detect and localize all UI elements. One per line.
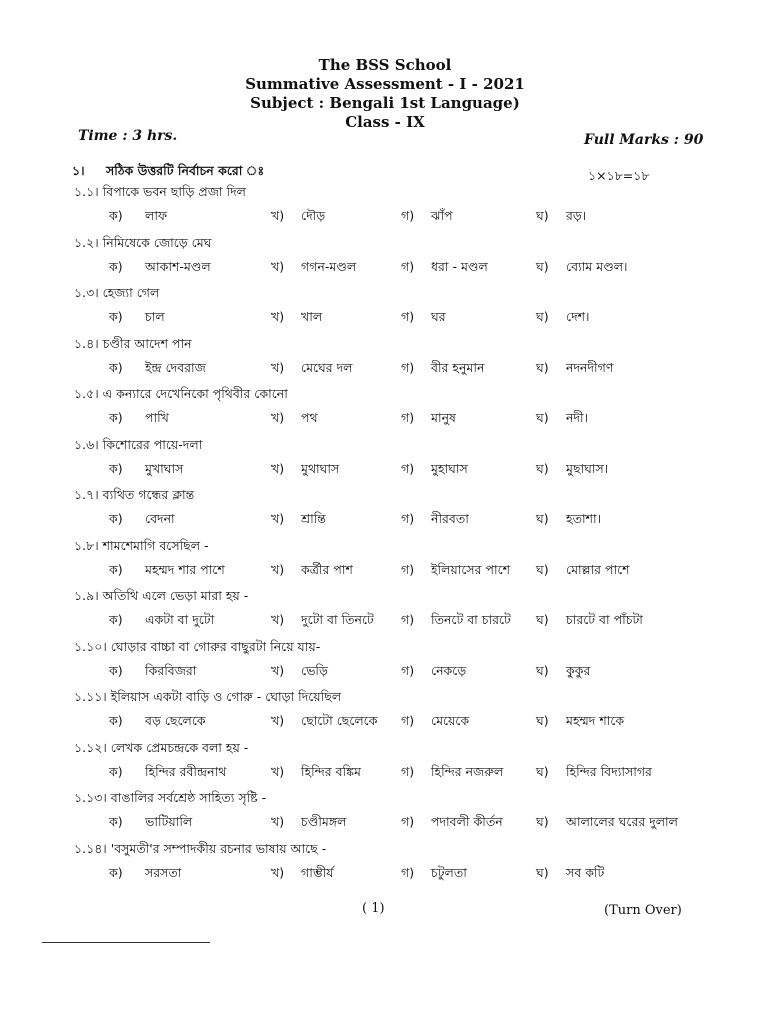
- option-label: ঘ): [536, 662, 549, 678]
- option-label: গ): [401, 864, 415, 880]
- question-text: 'বসুমতী'র সম্পাদকীয় রচনার ভাষায় আছে -: [110, 840, 327, 856]
- option-label: খ): [271, 258, 285, 274]
- option-text: আকাশ-মণ্ডল: [145, 258, 211, 274]
- option-4: [536, 612, 643, 632]
- option-text: কর্ত্রীর পাশ: [301, 561, 353, 577]
- option-text: চারটে বা পাঁচটা: [566, 612, 643, 627]
- option-text: রড়।: [566, 208, 587, 223]
- option-text: লাফ: [145, 208, 168, 223]
- option-3: [401, 764, 503, 784]
- option-text: মুথাঘাস: [301, 460, 340, 476]
- option-text: নেকড়ে: [431, 662, 467, 678]
- option-label: ক): [109, 612, 123, 627]
- option-2: [271, 562, 353, 582]
- question-number: ১.১২।: [74, 739, 107, 755]
- options-row: [0, 360, 770, 382]
- question-10: [74, 639, 320, 659]
- subject-line: Subject : Bengali 1st Language): [250, 94, 520, 112]
- option-4: [536, 663, 590, 683]
- section-score: ১×১৮=১৮: [588, 168, 650, 183]
- option-1: [109, 208, 167, 228]
- option-label: ঘ): [536, 511, 549, 526]
- school-name: The BSS School: [318, 56, 452, 74]
- option-1: [109, 259, 211, 279]
- option-label: ক): [109, 258, 123, 274]
- option-text: চণ্ডীমঙ্গল: [301, 814, 347, 829]
- option-text: বেদনা: [145, 511, 175, 526]
- option-1: [109, 360, 206, 380]
- option-text: মেয়েকে: [431, 713, 470, 728]
- option-label: ক): [109, 511, 123, 526]
- question-number: ১.৪।: [74, 335, 99, 351]
- option-2: [271, 663, 328, 683]
- option-1: [109, 410, 169, 430]
- question-12: [74, 740, 248, 760]
- question-text: ঘোড়ার বাচ্চা বা গোরুর বাছুরটা নিয়ে যায়-: [110, 638, 321, 654]
- options-row: [0, 208, 770, 230]
- option-label: খ): [271, 814, 285, 829]
- option-label: ক): [109, 561, 123, 577]
- option-text: গাম্ভীর্য: [301, 864, 334, 880]
- option-text: ধরা - মণ্ডল: [431, 258, 488, 274]
- option-text: পথ: [301, 410, 318, 425]
- option-4: [536, 410, 588, 430]
- option-label: খ): [271, 309, 285, 324]
- option-text: নদী।: [566, 410, 589, 425]
- option-label: ক): [109, 662, 123, 678]
- option-4: [536, 814, 678, 834]
- option-text: কিরবিজরা: [145, 662, 197, 678]
- option-text: একটা বা দুটো: [145, 612, 215, 627]
- option-1: [109, 511, 175, 531]
- option-label: খ): [271, 511, 285, 526]
- option-text: চটুলতা: [431, 864, 467, 880]
- options-row: [0, 461, 770, 483]
- question-2: [74, 235, 211, 255]
- question-number: ১.১৪।: [74, 840, 107, 856]
- option-text: কুকুর: [566, 662, 591, 678]
- option-text: মোল্লার পাশে: [566, 561, 630, 577]
- option-3: [401, 612, 511, 632]
- option-2: [271, 410, 318, 430]
- option-text: হতাশা।: [566, 511, 602, 526]
- question-1: [74, 184, 246, 204]
- option-1: [109, 562, 225, 582]
- page-number: ( 1): [362, 901, 385, 916]
- option-text: ইলিয়াসের পাশে: [431, 561, 511, 577]
- option-text: হিন্দির রবীন্দ্রনাথ: [145, 763, 227, 779]
- class-line: Class - IX: [345, 113, 425, 131]
- option-3: [401, 814, 503, 834]
- option-label: ক): [109, 864, 123, 880]
- options-row: [0, 663, 770, 685]
- options-row: [0, 259, 770, 281]
- option-3: [401, 259, 488, 279]
- question-7: [74, 487, 194, 507]
- option-text: ঝাঁপ: [431, 208, 453, 223]
- option-label: খ): [271, 208, 285, 223]
- option-text: মেঘের দল: [301, 359, 353, 375]
- option-label: খ): [271, 359, 285, 375]
- option-text: পাখি: [145, 410, 169, 425]
- question-number: ১.২।: [74, 234, 99, 250]
- option-label: ক): [109, 359, 123, 375]
- question-text: চণ্ডীর আদেশ পান: [102, 335, 192, 351]
- option-3: [401, 208, 453, 228]
- question-text: লেখক প্রেমচন্দ্রকে বলা হয় -: [110, 739, 249, 755]
- option-label: ঘ): [536, 612, 549, 627]
- option-label: ঘ): [536, 309, 549, 324]
- options-row: [0, 410, 770, 432]
- full-marks: Full Marks : 90: [584, 132, 704, 148]
- option-label: ঘ): [536, 258, 549, 274]
- option-label: ঘ): [536, 864, 549, 880]
- option-3: [401, 360, 484, 380]
- options-row: [0, 562, 770, 584]
- question-text: কিশোরের পায়ে-দলা: [102, 436, 203, 452]
- option-text: হিন্দির বঙ্কিম: [301, 763, 361, 779]
- question-text: হেজ্যা গেল: [102, 285, 160, 300]
- option-label: খ): [271, 864, 285, 880]
- option-label: খ): [271, 561, 285, 577]
- option-text: হিন্দির বিদ্যাসাগর: [566, 763, 652, 779]
- option-2: [271, 764, 361, 784]
- question-number: ১.৩।: [74, 285, 99, 300]
- option-4: [536, 511, 601, 531]
- option-text: মুহাঘাস: [431, 460, 468, 476]
- question-number: ১.১।: [74, 184, 99, 199]
- option-3: [401, 713, 469, 733]
- question-number: ১.৫।: [74, 386, 99, 401]
- question-text: ইলিয়াস একটা বাড়ি ও গোরু - ঘোড়া দিয়েছিল: [110, 689, 342, 704]
- option-2: [271, 360, 353, 380]
- option-text: দৌড়: [301, 208, 326, 223]
- question-6: [74, 437, 202, 457]
- option-label: গ): [401, 359, 415, 375]
- option-label: ঘ): [536, 208, 549, 223]
- option-2: [271, 309, 322, 329]
- option-text: মহম্মদ শাকে: [566, 713, 625, 728]
- option-3: [401, 663, 466, 683]
- turn-over-note: (Turn Over): [604, 903, 682, 918]
- option-text: নীরবতা: [431, 511, 469, 526]
- option-label: গ): [401, 561, 415, 577]
- option-label: গ): [401, 208, 415, 223]
- option-4: [536, 764, 652, 784]
- option-text: হিন্দির নজরুল: [431, 763, 504, 779]
- option-label: ক): [109, 460, 123, 476]
- option-label: ঘ): [536, 814, 549, 829]
- option-label: গ): [401, 763, 415, 779]
- options-row: [0, 511, 770, 533]
- option-label: গ): [401, 814, 415, 829]
- question-8: [74, 538, 209, 558]
- option-label: ঘ): [536, 561, 549, 577]
- option-text: বড় ছেলেকে: [145, 713, 206, 728]
- option-text: ইন্দ্র দেবরাজ: [145, 359, 206, 375]
- option-text: ভাটিয়ালি: [145, 814, 193, 829]
- option-1: [109, 713, 206, 733]
- option-1: [109, 764, 226, 784]
- option-label: খ): [271, 763, 285, 779]
- question-number: ১.১০।: [74, 638, 107, 654]
- question-number: ১.১১।: [74, 689, 107, 704]
- option-label: গ): [401, 460, 415, 476]
- option-1: [109, 309, 165, 329]
- option-text: সরসতা: [145, 864, 182, 880]
- option-label: ঘ): [536, 460, 549, 476]
- question-13: [74, 790, 266, 810]
- option-4: [536, 360, 613, 380]
- option-text: চাল: [145, 309, 165, 324]
- option-2: [271, 259, 356, 279]
- option-4: [536, 461, 608, 481]
- option-label: খ): [271, 713, 285, 728]
- option-label: খ): [271, 410, 285, 425]
- option-text: দুটো বা তিনটে: [301, 612, 374, 627]
- option-text: মুখাঘাস: [145, 460, 184, 476]
- option-label: ক): [109, 208, 123, 223]
- option-4: [536, 865, 604, 885]
- question-11: [74, 689, 341, 709]
- options-row: [0, 865, 770, 887]
- option-text: পদাবলী কীর্তন: [431, 814, 503, 829]
- option-1: [109, 612, 214, 632]
- options-row: [0, 612, 770, 634]
- question-number: ১.৯।: [74, 588, 99, 603]
- question-5: [74, 386, 288, 406]
- option-text: নদনদীগণ: [566, 359, 614, 375]
- option-label: ঘ): [536, 410, 549, 425]
- question-text: এ কন্যারে দেখেনিকো পৃথিবীর কোনো: [102, 386, 288, 401]
- option-label: গ): [401, 662, 415, 678]
- question-text: নিমিষেকে জোড়ে মেঘ: [102, 234, 212, 250]
- option-1: [109, 814, 192, 834]
- option-text: মহম্মদ শার পাশে: [145, 561, 225, 577]
- option-3: [401, 410, 456, 430]
- option-text: দেশ।: [566, 309, 590, 324]
- question-text: শামশেমাগি বসেছিল -: [102, 537, 209, 553]
- option-1: [109, 663, 196, 683]
- option-2: [271, 461, 339, 481]
- option-label: ঘ): [536, 359, 549, 375]
- option-text: তিনটে বা চারটে: [431, 612, 511, 627]
- option-label: গ): [401, 713, 415, 728]
- option-text: গগন-মণ্ডল: [301, 258, 357, 274]
- option-4: [536, 309, 590, 329]
- option-label: ক): [109, 713, 123, 728]
- question-14: [74, 841, 326, 861]
- time-allowed: Time : 3 hrs.: [78, 128, 178, 144]
- option-4: [536, 713, 624, 733]
- option-label: খ): [271, 460, 285, 476]
- option-3: [401, 562, 510, 582]
- option-text: ব্যোম মণ্ডল।: [566, 258, 628, 274]
- question-number: ১.৬।: [74, 436, 99, 452]
- option-text: সব কটি: [566, 864, 605, 880]
- exam-header: [0, 56, 770, 132]
- option-label: গ): [401, 258, 415, 274]
- option-2: [271, 612, 374, 632]
- question-number: ১.৮।: [74, 537, 99, 553]
- options-row: [0, 764, 770, 786]
- option-text: ঘর: [431, 309, 446, 324]
- question-text: অতিথি এলে ভেড়া মারা হয় -: [102, 588, 249, 603]
- option-label: ক): [109, 814, 123, 829]
- option-1: [109, 461, 183, 481]
- option-label: গ): [401, 410, 415, 425]
- options-row: [0, 309, 770, 331]
- assessment-title: Summative Assessment - I - 2021: [245, 75, 525, 93]
- option-2: [271, 511, 326, 531]
- option-label: গ): [401, 309, 415, 324]
- option-label: ক): [109, 309, 123, 324]
- question-4: [74, 336, 192, 356]
- options-row: [0, 713, 770, 735]
- option-text: ছোটো ছেলেকে: [301, 713, 378, 728]
- question-text: বিপাকে ভবন ছাড়ি প্রজা দিল: [102, 184, 246, 199]
- option-2: [271, 713, 377, 733]
- section-title: সঠিক উত্তরটি নির্বাচন করো ঃ: [106, 163, 265, 178]
- question-9: [74, 588, 248, 608]
- question-number: ১.১৩।: [74, 790, 107, 805]
- option-2: [271, 865, 333, 885]
- option-4: [536, 259, 628, 279]
- option-4: [536, 208, 586, 228]
- section-heading: [72, 163, 264, 183]
- footer-divider: [42, 942, 210, 943]
- option-label: খ): [271, 662, 285, 678]
- option-4: [536, 562, 630, 582]
- option-label: ঘ): [536, 763, 549, 779]
- option-text: মানুষ: [431, 410, 456, 425]
- question-text: বাঙালির সর্বশ্রেষ্ঠ সাহিত্য সৃষ্টি -: [110, 790, 267, 805]
- option-text: শ্রান্তি: [301, 511, 326, 526]
- question-3: [74, 285, 159, 305]
- option-3: [401, 461, 468, 481]
- option-3: [401, 511, 469, 531]
- option-3: [401, 865, 467, 885]
- option-1: [109, 865, 181, 885]
- option-label: গ): [401, 511, 415, 526]
- question-text: ব্যথিত গন্ধের ক্লান্ত: [102, 487, 195, 502]
- options-row: [0, 814, 770, 836]
- option-text: খাল: [301, 309, 323, 324]
- option-text: ভেড়ি: [301, 662, 328, 678]
- option-label: গ): [401, 612, 415, 627]
- option-label: খ): [271, 612, 285, 627]
- option-text: বীর হনুমান: [431, 359, 485, 375]
- section-number: ১।: [72, 163, 85, 178]
- question-number: ১.৭।: [74, 487, 99, 502]
- option-label: ক): [109, 410, 123, 425]
- option-2: [271, 814, 346, 834]
- option-label: ক): [109, 763, 123, 779]
- option-text: আলালের ঘরের দুলাল: [566, 814, 678, 829]
- option-label: ঘ): [536, 713, 549, 728]
- option-text: মুছাঘাস।: [566, 460, 609, 476]
- option-2: [271, 208, 325, 228]
- option-3: [401, 309, 446, 329]
